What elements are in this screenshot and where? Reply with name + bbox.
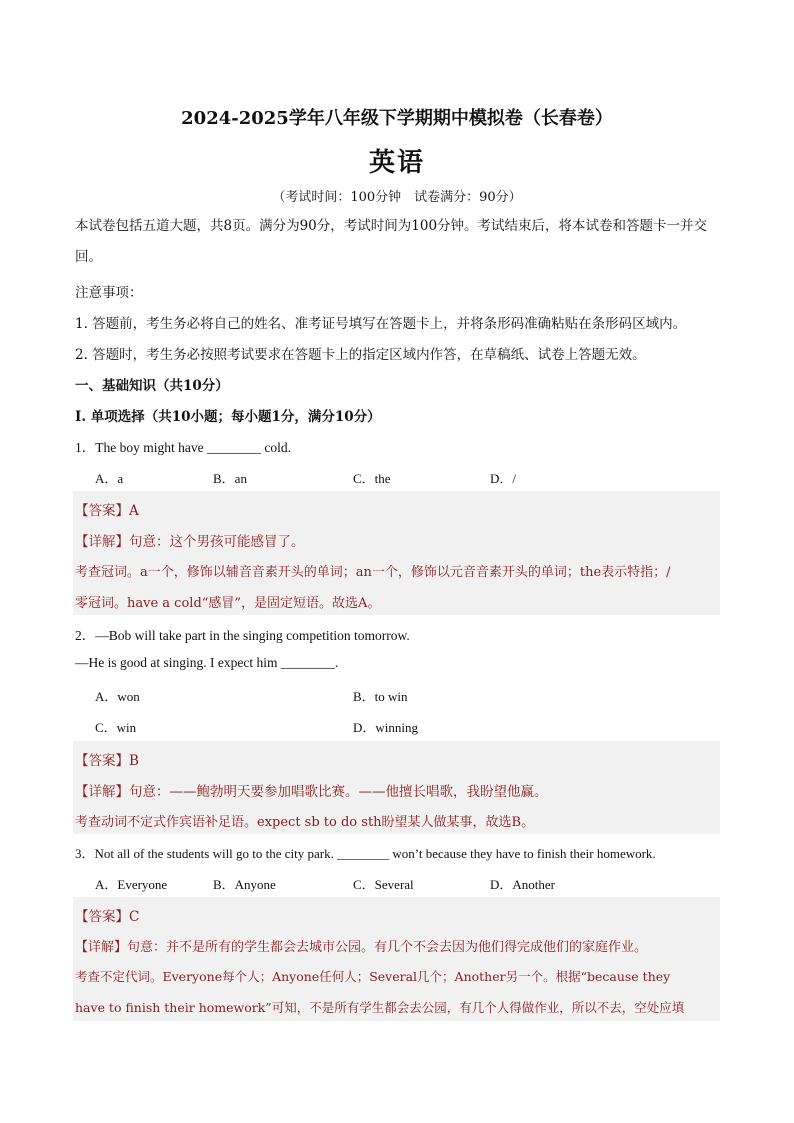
q3-option-a: A．Everyone	[95, 877, 168, 892]
q2-option-d: D．winning	[353, 720, 419, 735]
exam-info: （考试时间：100分钟 试卷满分：90分）	[272, 190, 522, 205]
question-2-stem-1: 2．—Bob will take part in the singing competition tomorrow.	[75, 628, 410, 643]
q2-option-b: B．to win	[353, 689, 408, 704]
q3-explain-1: 考查不定代词。Everyone每个人；Anyone任何人；Several几个；Another另一个。根据“because they	[75, 969, 671, 984]
note-2: 2. 答题时，考生务必按照考试要求在答题卡上的指定区域内作答，在草稿纸、试卷上答题无效。	[75, 347, 646, 363]
notes-title: 注意事项：	[75, 285, 143, 301]
q1-option-d: D．/	[490, 471, 517, 486]
q3-option-b: B．Anyone	[213, 877, 276, 892]
q3-option-c: C．Several	[353, 877, 414, 892]
q1-detail: 【详解】句意：这个男孩可能感冒了。	[75, 534, 305, 550]
q2-explain-1: 考查动词不定式作宾语补足语。expect sb to do sth盼望某人做某事，故选B。	[75, 815, 535, 830]
question-2-stem-2: —He is good at singing. I expect him ________.	[75, 655, 339, 670]
note-1: 1. 答题前，考生务必将自己的姓名、准考证号填写在答题卡上，并将条形码准确粘贴在条形码区域内。	[75, 316, 687, 332]
q1-answer-box	[73, 491, 720, 615]
q3-detail: 【详解】句意：并不是所有的学生都会去城市公园。有几个不会去因为他们得完成他们的家庭作业。	[75, 940, 648, 955]
q2-answer: 【答案】B	[75, 753, 139, 769]
q1-explain-2: 零冠词。have a cold“感冒”，是固定短语。故选A。	[75, 596, 381, 611]
q2-detail: 【详解】句意：——鲍勃明天要参加唱歌比赛。——他擅长唱歌，我盼望他赢。	[75, 784, 548, 800]
q2-option-a: A．won	[95, 689, 140, 704]
question-1-stem: 1．The boy might have ________ cold.	[75, 440, 291, 455]
q2-option-c: C．win	[95, 720, 137, 735]
q3-explain-2: have to finish their homework”可知，不是所有学生都会去公园，有几个人得做作业，所以不去，空处应填	[75, 1000, 685, 1015]
exam-title: 2024-2025学年八年级下学期期中模拟卷（长春卷）	[181, 108, 613, 129]
q1-explain-1: 考查冠词。a一个，修饰以辅音音素开头的单词；an一个，修饰以元音音素开头的单词；the表示特指；/	[75, 565, 671, 580]
q3-answer-box	[73, 897, 720, 1021]
subject-title: 英语	[368, 148, 425, 178]
q1-answer: 【答案】A	[75, 503, 139, 519]
q1-option-c: C．the	[353, 471, 391, 486]
q3-option-d: D．Another	[490, 877, 555, 892]
q1-option-a: A．a	[95, 471, 124, 486]
question-3-stem: 3．Not all of the students will go to the city park. ________ won’t because they have to finish their homework.	[75, 846, 656, 861]
part-title: Ⅰ. 单项选择（共10小题；每小题1分，满分10分）	[75, 409, 381, 425]
q3-answer: 【答案】C	[75, 909, 140, 925]
section-title: 一、基础知识（共10分）	[75, 378, 229, 394]
q1-option-b: B．an	[213, 471, 247, 486]
intro-paragraph: 本试卷包括五道大题，共8页。满分为90分，考试时间为100分钟。考试结束后，将本试卷和答题卡一并交回。	[75, 218, 708, 265]
q2-answer-box	[73, 741, 720, 834]
